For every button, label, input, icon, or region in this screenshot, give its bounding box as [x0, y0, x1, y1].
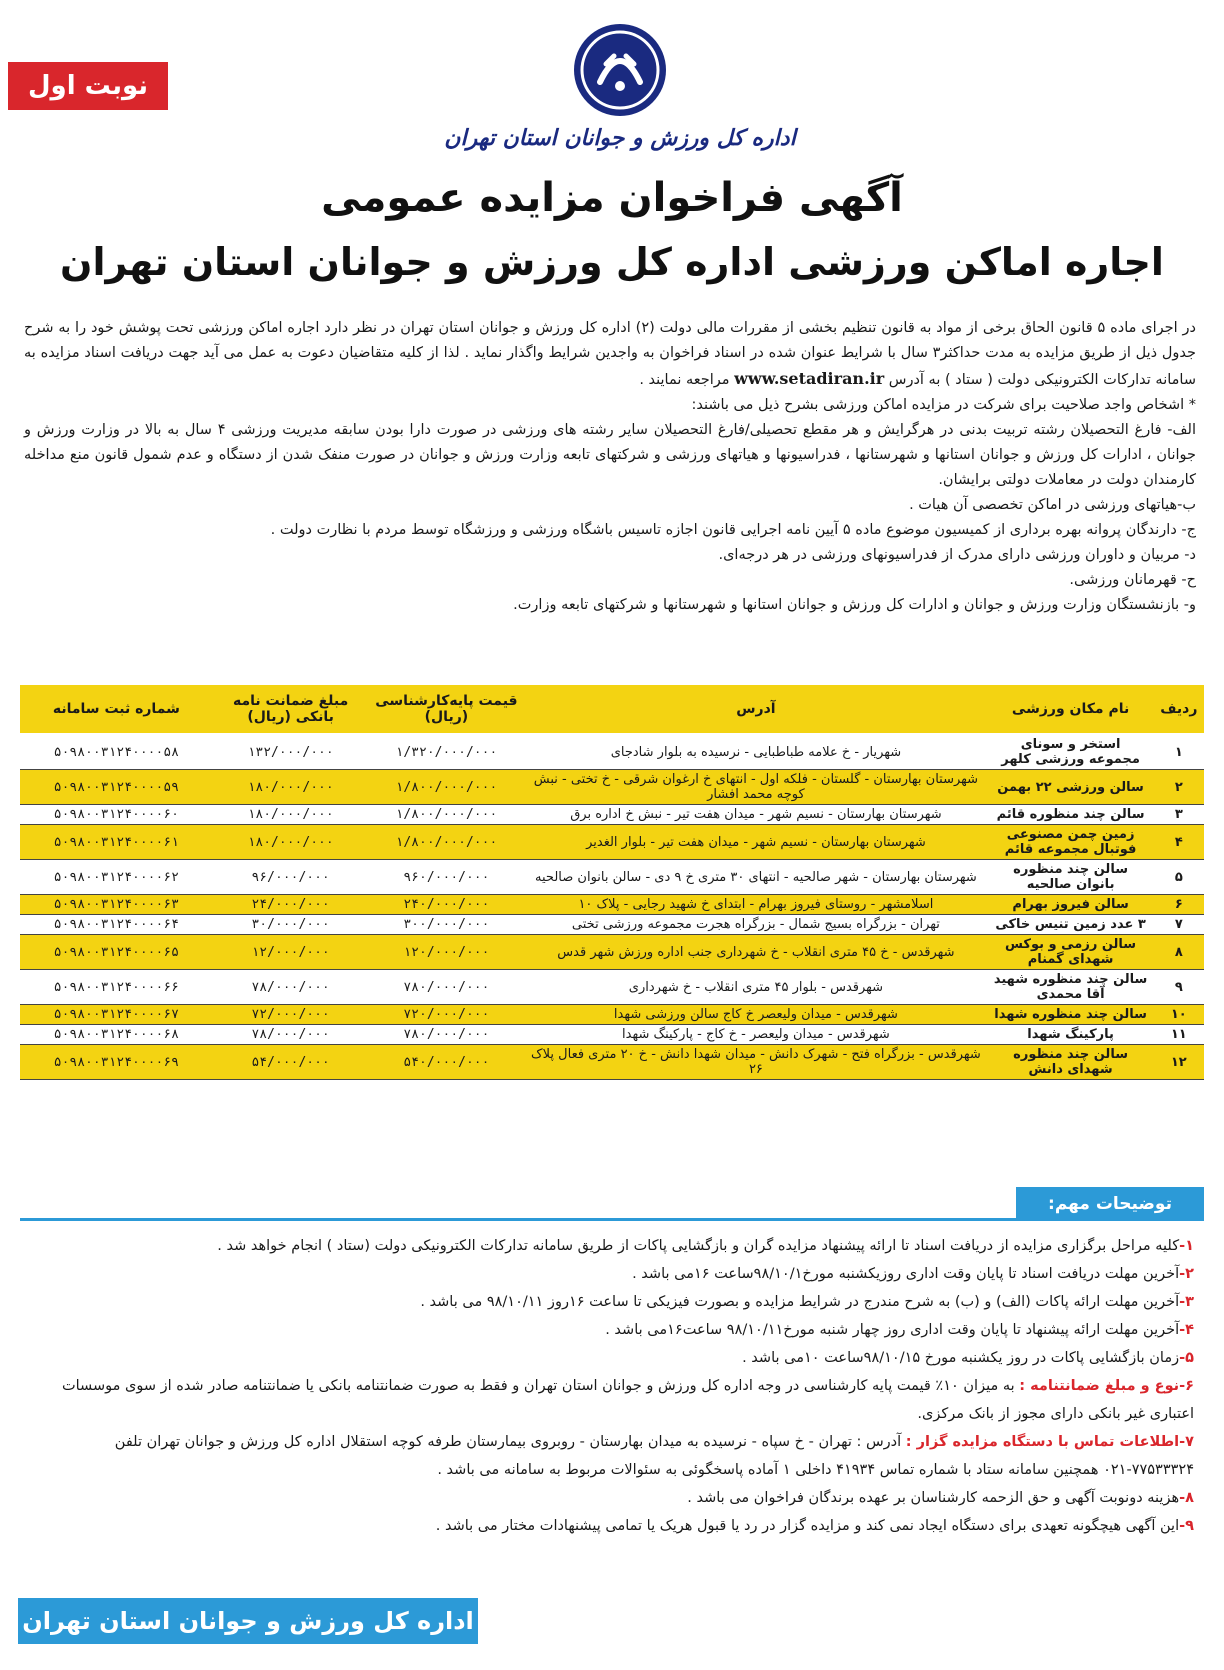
col-venue: نام مکان ورزشی [988, 685, 1154, 734]
row-venue: سالن چند منظوره قائم [988, 805, 1154, 825]
notice-subtitle: اجاره اماکن ورزشی اداره کل ورزش و جوانان استان تهران [60, 240, 1164, 284]
note-item [26, 1428, 1194, 1484]
row-address: شهرقدس - بزرگراه فتح - شهرک دانش - میدان شهدا دانش - خ ۲۰ متری فعال پلاک ۲۶ [524, 1045, 987, 1080]
org-emblem-icon [570, 20, 670, 120]
row-address: شهرقدس - خ ۴۵ متری انقلاب - خ شهرداری جنب اداره ورزش شهر قدس [524, 935, 987, 970]
row-reg-number: ۵۰۹۸۰۰۳۱۲۴۰۰۰۰۶۵ [20, 935, 213, 970]
note-item [26, 1344, 1194, 1372]
col-address: آدرس [524, 685, 987, 734]
note-text: کلیه مراحل برگزاری مزایده از دریافت اسناد تا ارائه پیشنهاد مزایده گران و بازگشایی پاکات از طریق سامانه تدارکات الکترونیکی دولت (ستاد ) انجام خواهد شد . [217, 1238, 1180, 1254]
note-text: این آگهی هیچگونه تعهدی برای دستگاه ایجاد نمی کند و مزایده گزار در رد یا قبول هریک یا تمامی پیشنهادات مختار می باشد . [435, 1518, 1180, 1534]
row-guarantee: ۷۸/۰۰۰/۰۰۰ [213, 970, 369, 1005]
venues-table [20, 685, 1204, 1080]
note-item [26, 1260, 1194, 1288]
row-venue: سالن فیروز بهرام [988, 895, 1154, 915]
row-guarantee: ۲۴/۰۰۰/۰۰۰ [213, 895, 369, 915]
row-num: ۳ [1154, 805, 1204, 825]
row-reg-number: ۵۰۹۸۰۰۳۱۲۴۰۰۰۰۶۶ [20, 970, 213, 1005]
row-address: شهرستان بهارستان - نسیم شهر - میدان هفت تیر - نبش خ اداره برق [524, 805, 987, 825]
note-item [26, 1232, 1194, 1260]
row-num: ۸ [1154, 935, 1204, 970]
intro-text [24, 316, 1196, 618]
row-address: شهرستان بهارستان - شهر صالحیه - انتهای ۳۰ متری خ ۹ دی - سالن بانوان صالحیه [524, 860, 987, 895]
row-reg-number: ۵۰۹۸۰۰۳۱۲۴۰۰۰۰۵۹ [20, 770, 213, 805]
row-guarantee: ۷۸/۰۰۰/۰۰۰ [213, 1025, 369, 1045]
notes-heading: توضیحات مهم: [1016, 1187, 1204, 1221]
row-price: ۲۴۰/۰۰۰/۰۰۰ [369, 895, 525, 915]
note-label: نوع و مبلغ ضمانتنامه : [1019, 1378, 1180, 1394]
row-reg-number: ۵۰۹۸۰۰۳۱۲۴۰۰۰۰۵۸ [20, 734, 213, 770]
table-row [20, 770, 1204, 805]
row-venue: زمین چمن مصنوعی فوتبال مجموعه قائم [988, 825, 1154, 860]
footer-org-name: اداره کل ورزش و جوانان استان تهران [18, 1598, 478, 1644]
row-price: ۱/۸۰۰/۰۰۰/۰۰۰ [369, 825, 525, 860]
note-text: آدرس : تهران - خ سپاه - نرسیده به میدان بهارستان - روبروی بیمارستان طرفه کوچه استقلال اداره کل ورزش و جوانان تهران تلفن ۷۷۵۳۳۳۲۴-۰۲۱ همچنین سامانه ستاد با شماره تماس ۴۱۹۳۴ داخلی ۱ آماده پاسخگوئی به سئوالات مربوط به سامانه می باشد . [114, 1434, 1194, 1478]
note-text: آخرین مهلت ارائه پاکات (الف) و (ب) به شرح مندرج در شرایط مزایده و بصورت فیزیکی تا ساعت ۱۶روز ۹۸/۱۰/۱۱ می باشد . [420, 1294, 1180, 1310]
table-row [20, 805, 1204, 825]
row-price: ۹۶۰/۰۰۰/۰۰۰ [369, 860, 525, 895]
note-item [26, 1484, 1194, 1512]
note-item [26, 1316, 1194, 1344]
notes-list [26, 1232, 1194, 1540]
row-guarantee: ۵۴/۰۰۰/۰۰۰ [213, 1045, 369, 1080]
row-price: ۱/۸۰۰/۰۰۰/۰۰۰ [369, 805, 525, 825]
row-num: ۶ [1154, 895, 1204, 915]
table-row [20, 1045, 1204, 1080]
col-reg: شماره ثبت سامانه [20, 685, 213, 734]
eligibility-item: ب-هیاتهای ورزشی در اماکن تخصصی آن هیات . [909, 497, 1196, 513]
row-address: شهرستان بهارستان - گلستان - فلکه اول - انتهای خ ارغوان شرقی - خ تختی - نبش کوچه محمد افشار [524, 770, 987, 805]
row-guarantee: ۱۳۲/۰۰۰/۰۰۰ [213, 734, 369, 770]
row-reg-number: ۵۰۹۸۰۰۳۱۲۴۰۰۰۰۶۱ [20, 825, 213, 860]
row-reg-number: ۵۰۹۸۰۰۳۱۲۴۰۰۰۰۶۸ [20, 1025, 213, 1045]
note-number: ۱- [1179, 1238, 1194, 1254]
note-number: ۸- [1179, 1490, 1194, 1506]
note-item [26, 1512, 1194, 1540]
row-address: شهرقدس - میدان ولیعصر - خ کاج - پارکینگ شهدا [524, 1025, 987, 1045]
row-num: ۱۲ [1154, 1045, 1204, 1080]
row-guarantee: ۱۸۰/۰۰۰/۰۰۰ [213, 770, 369, 805]
row-reg-number: ۵۰۹۸۰۰۳۱۲۴۰۰۰۰۶۷ [20, 1005, 213, 1025]
row-num: ۲ [1154, 770, 1204, 805]
row-venue: استخر و سونای مجموعه ورزشی کلهر [988, 734, 1154, 770]
row-price: ۵۴۰/۰۰۰/۰۰۰ [369, 1045, 525, 1080]
row-num: ۱۰ [1154, 1005, 1204, 1025]
col-price: قیمت پایه‌کارشناسی (ریال) [369, 685, 525, 734]
note-number: ۵- [1179, 1350, 1194, 1366]
row-price: ۱۲۰/۰۰۰/۰۰۰ [369, 935, 525, 970]
table-row [20, 935, 1204, 970]
row-price: ۷۸۰/۰۰۰/۰۰۰ [369, 970, 525, 1005]
table-row [20, 1005, 1204, 1025]
table-row [20, 915, 1204, 935]
eligibility-heading: * اشخاص واجد صلاحیت برای شرکت در مزایده اماکن ورزشی بشرح ذیل می باشند: [691, 397, 1196, 413]
table-row [20, 1025, 1204, 1045]
table-row [20, 860, 1204, 895]
row-price: ۳۰۰/۰۰۰/۰۰۰ [369, 915, 525, 935]
row-num: ۹ [1154, 970, 1204, 1005]
note-text: آخرین مهلت ارائه پیشنهاد تا پایان وقت اداری روز چهار شنبه مورخ۹۸/۱۰/۱۱ ساعت۱۶می باشد . [605, 1322, 1180, 1338]
table-row [20, 825, 1204, 860]
row-reg-number: ۵۰۹۸۰۰۳۱۲۴۰۰۰۰۶۰ [20, 805, 213, 825]
website-link[interactable]: www.setadiran.ir [734, 369, 885, 388]
note-text: زمان بازگشایی پاکات در روز یکشنبه مورخ ۹۸/۱۰/۱۵ساعت ۱۰می باشد . [742, 1350, 1180, 1366]
eligibility-item: و- بازنشستگان وزارت ورزش و جوانان و ادارات کل ورزش و جوانان استانها و شهرستانها و شرکتهای تابعه وزارت. [513, 597, 1196, 613]
eligibility-item: الف- فارغ التحصیلان رشته تربیت بدنی در هرگرایش و هر مقطع تحصیلی/فارغ التحصیلان سایر رشته های ورزشی در صورت دارا بودن سابقه مدیریت ورزشی ۴ سال به بالا در وزارت ورزش و جوانان ، ادارات کل ورزش و جوانان استانها و شهرستانها ، فدراسیونها و هیاتهای ورزشی و شرکتهای تابعه وزارت ورزش و جوانان در صورت منفک شدن از دستگاه و عدم شمول قانون منع مداخله کارمندان دولت در معاملات دولتی برایشان. [24, 422, 1196, 488]
note-number: ۲- [1179, 1266, 1194, 1282]
row-address: شهرقدس - بلوار ۴۵ متری انقلاب - خ شهرداری [524, 970, 987, 1005]
row-venue: پارکینگ شهدا [988, 1025, 1154, 1045]
eligibility-item: ج- دارندگان پروانه بهره برداری از کمیسیون موضوع ماده ۵ آیین نامه اجرایی قانون اجازه تاسیس باشگاه ورزشی و ورزشگاه توسط مردم با نظارت دولت . [270, 522, 1196, 538]
row-venue: سالن ورزشی ۲۲ بهمن [988, 770, 1154, 805]
col-num: ردیف [1154, 685, 1204, 734]
row-num: ۷ [1154, 915, 1204, 935]
table-header-row [20, 685, 1204, 734]
note-number: ۷- [1179, 1434, 1194, 1450]
org-name-cursive: اداره کل ورزش و جوانان استان تهران [444, 125, 796, 151]
eligibility-item: د- مربیان و داوران ورزشی دارای مدرک از فدراسیونهای ورزشی در هر درجه‌ای. [718, 547, 1196, 563]
table-row [20, 734, 1204, 770]
row-reg-number: ۵۰۹۸۰۰۳۱۲۴۰۰۰۰۶۹ [20, 1045, 213, 1080]
note-number: ۹- [1179, 1518, 1194, 1534]
row-address: شهریار - خ علامه طباطبایی - نرسیده به بلوار شادجای [524, 734, 987, 770]
note-text: آخرین مهلت دریافت اسناد تا پایان وقت اداری روزیکشنبه مورخ۹۸/۱۰/۱ساعت ۱۶می باشد . [632, 1266, 1180, 1282]
row-address: شهرستان بهارستان - نسیم شهر - میدان هفت تیر - بلوار الغدیر [524, 825, 987, 860]
note-text: به میزان ۱۰٪ قیمت پایه کارشناسی در وجه اداره کل ورزش و جوانان استان تهران و فقط به صورت ضمانتنامه بانکی یا ضمانتنامه صادر شده از سوی موسسات اعتباری غیر بانکی دارای مجوز از بانک مرکزی. [61, 1378, 1194, 1422]
row-price: ۷۲۰/۰۰۰/۰۰۰ [369, 1005, 525, 1025]
note-item [26, 1288, 1194, 1316]
row-guarantee: ۱۲/۰۰۰/۰۰۰ [213, 935, 369, 970]
note-number: ۳- [1179, 1294, 1194, 1310]
col-guarantee: مبلغ ضمانت نامه بانکی (ریال) [213, 685, 369, 734]
row-num: ۴ [1154, 825, 1204, 860]
row-venue: سالن رزمی و بوکس شهدای گمنام [988, 935, 1154, 970]
row-venue: سالن چند منظوره بانوان صالحیه [988, 860, 1154, 895]
row-price: ۱/۸۰۰/۰۰۰/۰۰۰ [369, 770, 525, 805]
row-venue: سالن چند منظوره شهدای دانش [988, 1045, 1154, 1080]
row-reg-number: ۵۰۹۸۰۰۳۱۲۴۰۰۰۰۶۲ [20, 860, 213, 895]
row-venue: ۳ عدد زمین تنیس خاکی [988, 915, 1154, 935]
row-num: ۱۱ [1154, 1025, 1204, 1045]
row-reg-number: ۵۰۹۸۰۰۳۱۲۴۰۰۰۰۶۴ [20, 915, 213, 935]
row-num: ۵ [1154, 860, 1204, 895]
note-text: هزینه دونوبت آگهی و حق الزحمه کارشناسان بر عهده برندگان فراخوان می باشد . [687, 1490, 1180, 1506]
edition-badge: نوبت اول [8, 62, 168, 110]
row-address: اسلامشهر - روستای فیروز بهرام - ابتدای خ شهید رجایی - پلاک ۱۰ [524, 895, 987, 915]
row-price: ۷۸۰/۰۰۰/۰۰۰ [369, 1025, 525, 1045]
row-guarantee: ۱۸۰/۰۰۰/۰۰۰ [213, 805, 369, 825]
intro-paragraph: در اجرای ماده ۵ قانون الحاق برخی از مواد به قانون تنظیم بخشی از مقررات مالی دولت (۲) اداره کل ورزش و جوانان استان تهران در نظر دارد اجاره اماکن ورزشی تحت پوشش خود را به شرح جدول ذیل از طریق مزایده به مدت حداکثر۳ سال با شرایط عنوان شده در اسناد فراخوان به واجدین شرایط واگذار نماید . لذا از کلیه متقاضیان دعوت به عمل می آید جهت دریافت اسناد مزایده به سامانه تدارکات الکترونیکی دولت ( ستاد ) به آدرس www.setadiran.ir مراجعه نمایند . [24, 320, 1196, 388]
row-address: شهرقدس - میدان ولیعصر خ کاج سالن ورزشی شهدا [524, 1005, 987, 1025]
row-guarantee: ۷۲/۰۰۰/۰۰۰ [213, 1005, 369, 1025]
row-num: ۱ [1154, 734, 1204, 770]
table-row [20, 895, 1204, 915]
row-address: تهران - بزرگراه بسیج شمال - بزرگراه هجرت مجموعه ورزشی تختی [524, 915, 987, 935]
note-number: ۶- [1179, 1378, 1194, 1394]
table-row [20, 970, 1204, 1005]
row-price: ۱/۳۲۰/۰۰۰/۰۰۰ [369, 734, 525, 770]
note-item [26, 1372, 1194, 1428]
row-guarantee: ۱۸۰/۰۰۰/۰۰۰ [213, 825, 369, 860]
row-venue: سالن چند منظوره شهدا [988, 1005, 1154, 1025]
row-guarantee: ۹۶/۰۰۰/۰۰۰ [213, 860, 369, 895]
row-guarantee: ۳۰/۰۰۰/۰۰۰ [213, 915, 369, 935]
note-label: اطلاعات تماس با دستگاه مزایده گزار : [905, 1434, 1180, 1450]
eligibility-item: ح- قهرمانان ورزشی. [1069, 572, 1196, 588]
note-number: ۴- [1179, 1322, 1194, 1338]
row-venue: سالن چند منظوره شهید آقا محمدی [988, 970, 1154, 1005]
notice-title: آگهی فراخوان مزایده عمومی [321, 175, 903, 221]
row-reg-number: ۵۰۹۸۰۰۳۱۲۴۰۰۰۰۶۳ [20, 895, 213, 915]
notes-divider [20, 1218, 1020, 1221]
